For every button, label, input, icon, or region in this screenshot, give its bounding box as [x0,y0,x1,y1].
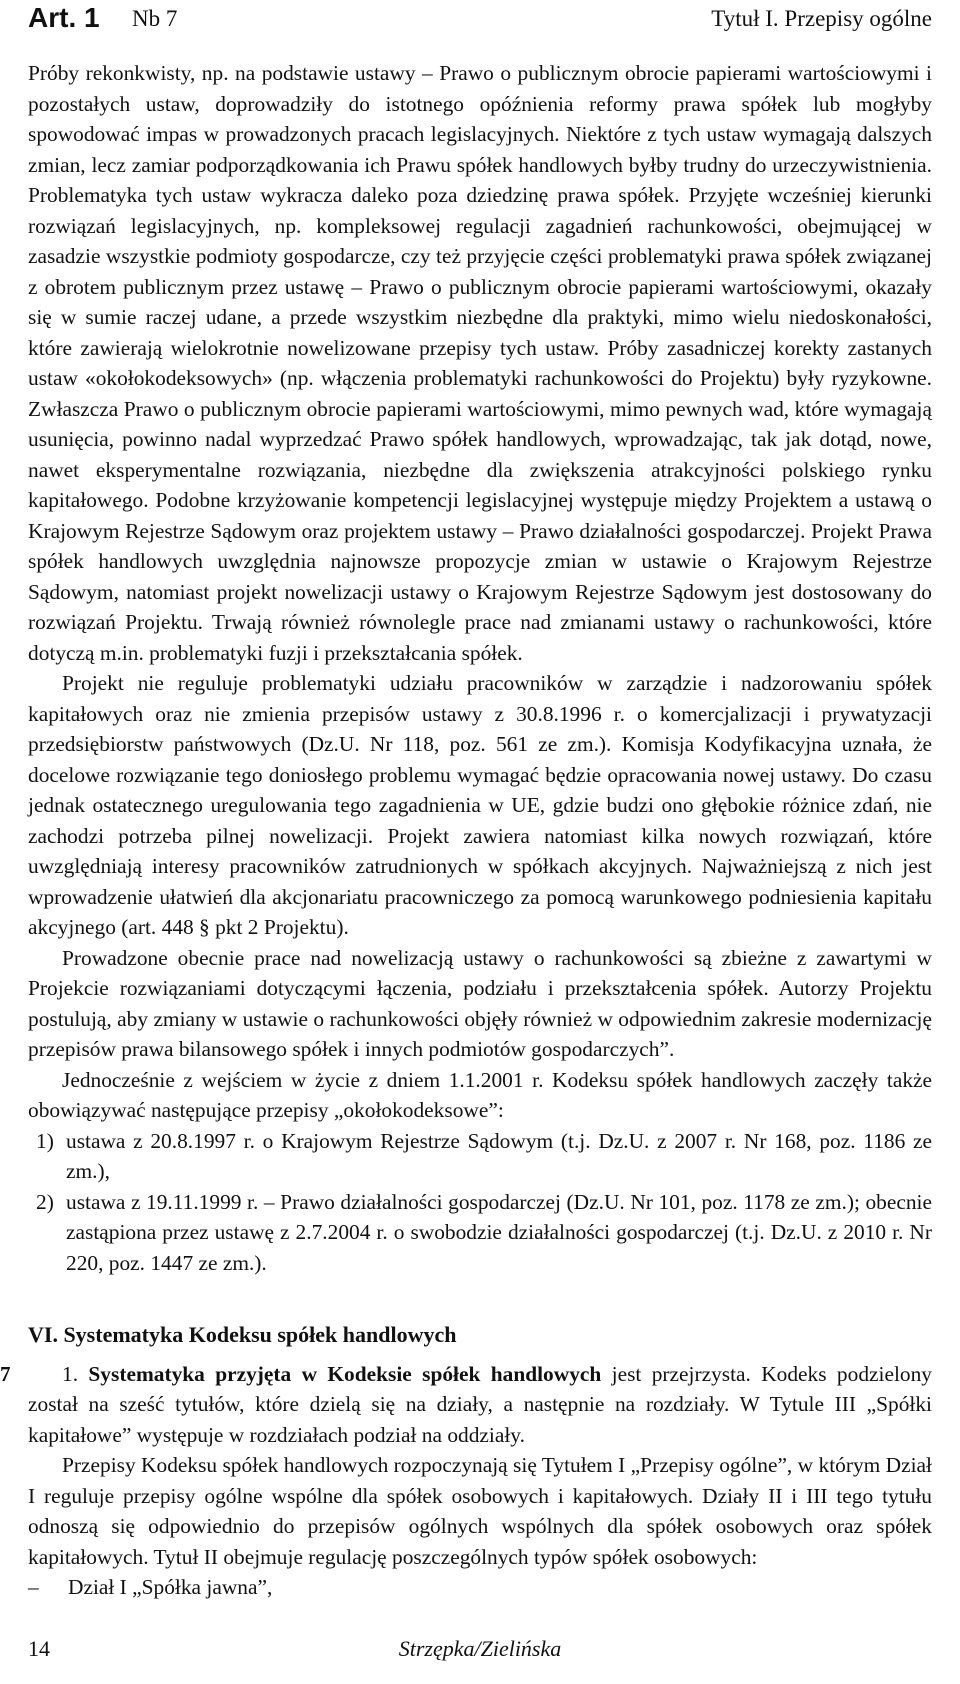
section-title: Tytuł I. Przepisy ogólne [711,6,932,31]
running-header [28,0,932,40]
page-footer [28,1636,932,1676]
body-text [0,58,932,1603]
list-text: ustawa z 19.11.1999 r. – Prawo działalności gospodarczej (Dz.U. Nr 101, poz. 1178 ze zm.); obecnie zastąpiona przez ustawę z 2.7.2004 r. o swobodzie działalności gospodarczej (t.j. Dz.U. z 2010 r. Nr 220, poz. 1447 ze zm.). [66,1189,932,1275]
list-number: 1) [36,1128,54,1153]
section-heading: VI. Systematyka Kodeksu spółek handlowych [28,1322,457,1347]
numbered-paragraph [0,1359,932,1451]
dash-item-text: Dział I „Spółka jawna”, [68,1575,273,1599]
marginal-number-label: Nb 7 [132,6,178,31]
page-number: 14 [28,1636,50,1661]
list-number: 2) [36,1189,54,1214]
margin-number: 7 [0,1361,11,1386]
paragraph: Projekt nie reguluje problematyki udziału pracowników w zarządzie i nadzorowaniu spółek kapitałowych oraz nie zmienia przepisów ustawy z 30.8.1996 r. o komercjalizacji i prywatyzacji przedsiębiorstw państwowych (Dz.U. Nr 118, poz. 561 ze zm.). Komisja Kodyfikacyjna uznała, że docelowe rozwiązanie tego doniosłego problemu wymagać będzie opracowania nowej ustawy. Do czasu jednak ostatecznego uregulowania tego zagadnienia w UE, gdzie budzi ono głębokie różnice zdań, nie zachodzi potrzeba pilnej nowelizacji. Projekt zawiera natomiast kilka nowych rozwiązań, które uwzględniają interesy pracowników zatrudnionych w spółkach akcyjnych. Najważniejszą z nich jest wprowadzenie ułatwień dla akcjonariatu pracowniczego za pomocą warunkowego podniesienia kapitału akcyjnego (art. 448 § pkt 2 Projektu). [28,671,932,939]
paragraph: Jednocześnie z wejściem w życie z dniem 1.1.2001 r. Kodeksu spółek handlowych zaczęły także obowiązywać następujące przepisy „okołokodeksowe”: [28,1067,932,1122]
paragraph: Prowadzone obecnie prace nad nowelizacją ustawy o rachunkowości są zbieżne z zawartymi w Projekcie rozwiązaniami dotyczącymi łączenia, podziału i przekształcenia spółek. Autorzy Projektu postulują, aby zmiany w ustawie o rachunkowości objęły również w odpowiednim zakresie modernizację przepisów prawa bilansowego spółek i innych podmiotów gospodarczych”. [28,945,932,1061]
paragraph: Próby rekonkwisty, np. na podstawie ustawy – Prawo o publicznym obrocie papierami wartościowymi i pozostałych ustaw, doprowadziły do istotnego opóźnienia reformy prawa spółek lub mogłyby spowodować impas w prowadzonych pracach legislacyjnych. Niektóre z tych ustaw wymagają dalszych zmian, lecz zamiar podporządkowania ich Prawu spółek handlowych byłby trudny do urzeczywistnienia. Problematyka tych ustaw wykracza daleko poza dziedzinę prawa spółek. Przyjęte wcześniej kierunki rozwiązań legislacyjnych, np. kompleksowej regulacji zagadnień rachunkowości, obejmującej w zasadzie wszystkie podmioty gospodarcze, czy też przyjęcie części problematyki prawa spółek związanej z obrotem publicznym przez ustawę – Prawo o publicznym obrocie papierami wartościowymi, okazały się w sumie raczej udane, a przede wszystkim niezbędne dla praktyki, mimo wielu niedoskonałości, które zawierają wielokrotnie nowelizowane przepisy tych ustaw. Próby zasadniczej korekty zastanych ustaw «okołokodeksowych» (np. włączenia problematyki rachunkowości do Projektu) były ryzykowne. Zwłaszcza Prawo o publicznym obrocie papierami wartościowymi, mimo pewnych wad, które wymagają usunięcia, powinno nadal wyprzedzać Prawo spółek handlowych, wprowadzając, tak jak dotąd, nowe, nawet eksperymentalne rozwiązania, niezbędne dla zwiększenia atrakcyjności polskiego rynku kapitałowego. Podobne krzyżowanie kompetencji legislacyjnej występuje między Projektem a ustawą o Krajowym Rejestrze Sądowym oraz projektem ustawy – Prawo działalności gospodarczej. Projekt Prawa spółek handlowych uwzględnia najnowsze propozycje zmian w ustawie o Krajowym Rejestrze Sądowym, natomiast projekt nowelizacji ustawy o Krajowym Rejestrze Sądowym jest dostosowany do rozwiązań Projektu. Trwają również równolegle prace nad zmianami ustawy o rachunkowości, które dotyczą m.in. problematyki fuzji i przekształcania spółek. [28,61,932,665]
list-item [28,1126,932,1187]
paragraph-number: 1. [62,1361,79,1386]
list-item [28,1187,932,1279]
dash-list-item [28,1572,932,1603]
article-label: Art. 1 [28,2,100,33]
list-text: ustawa z 20.8.1997 r. o Krajowym Rejestrze Sądowym (t.j. Dz.U. z 2007 r. Nr 168, poz. 1186 ze zm.), [66,1128,932,1183]
authors: Strzępka/Zielińska [398,1636,562,1661]
bold-term: Systematyka przyjęta w Kodeksie spółek handlowych [88,1361,602,1386]
paragraph [28,1359,932,1451]
paragraph: Przepisy Kodeksu spółek handlowych rozpoczynają się Tytułem I „Przepisy ogólne”, w którym Dział I reguluje przepisy ogólne wspólne dla spółek osobowych i kapitałowych. Działy II i III tego tytułu odnoszą się odpowiednio do przepisów ogólnych wspólnych dla spółek osobowych oraz spółek kapitałowych. Tytuł II obejmuje regulację poszczególnych typów spółek osobowych: [28,1453,932,1569]
dash-marker: – [28,1575,39,1599]
paragraph-text: jest przejrzysta. Kodeks podzielony został na sześć tytułów, które dzielą się na działy, a następnie na rozdziały. W Tytule III „Spółki kapitałowe” występuje w rozdziałach podział na oddziały. [28,1361,932,1447]
